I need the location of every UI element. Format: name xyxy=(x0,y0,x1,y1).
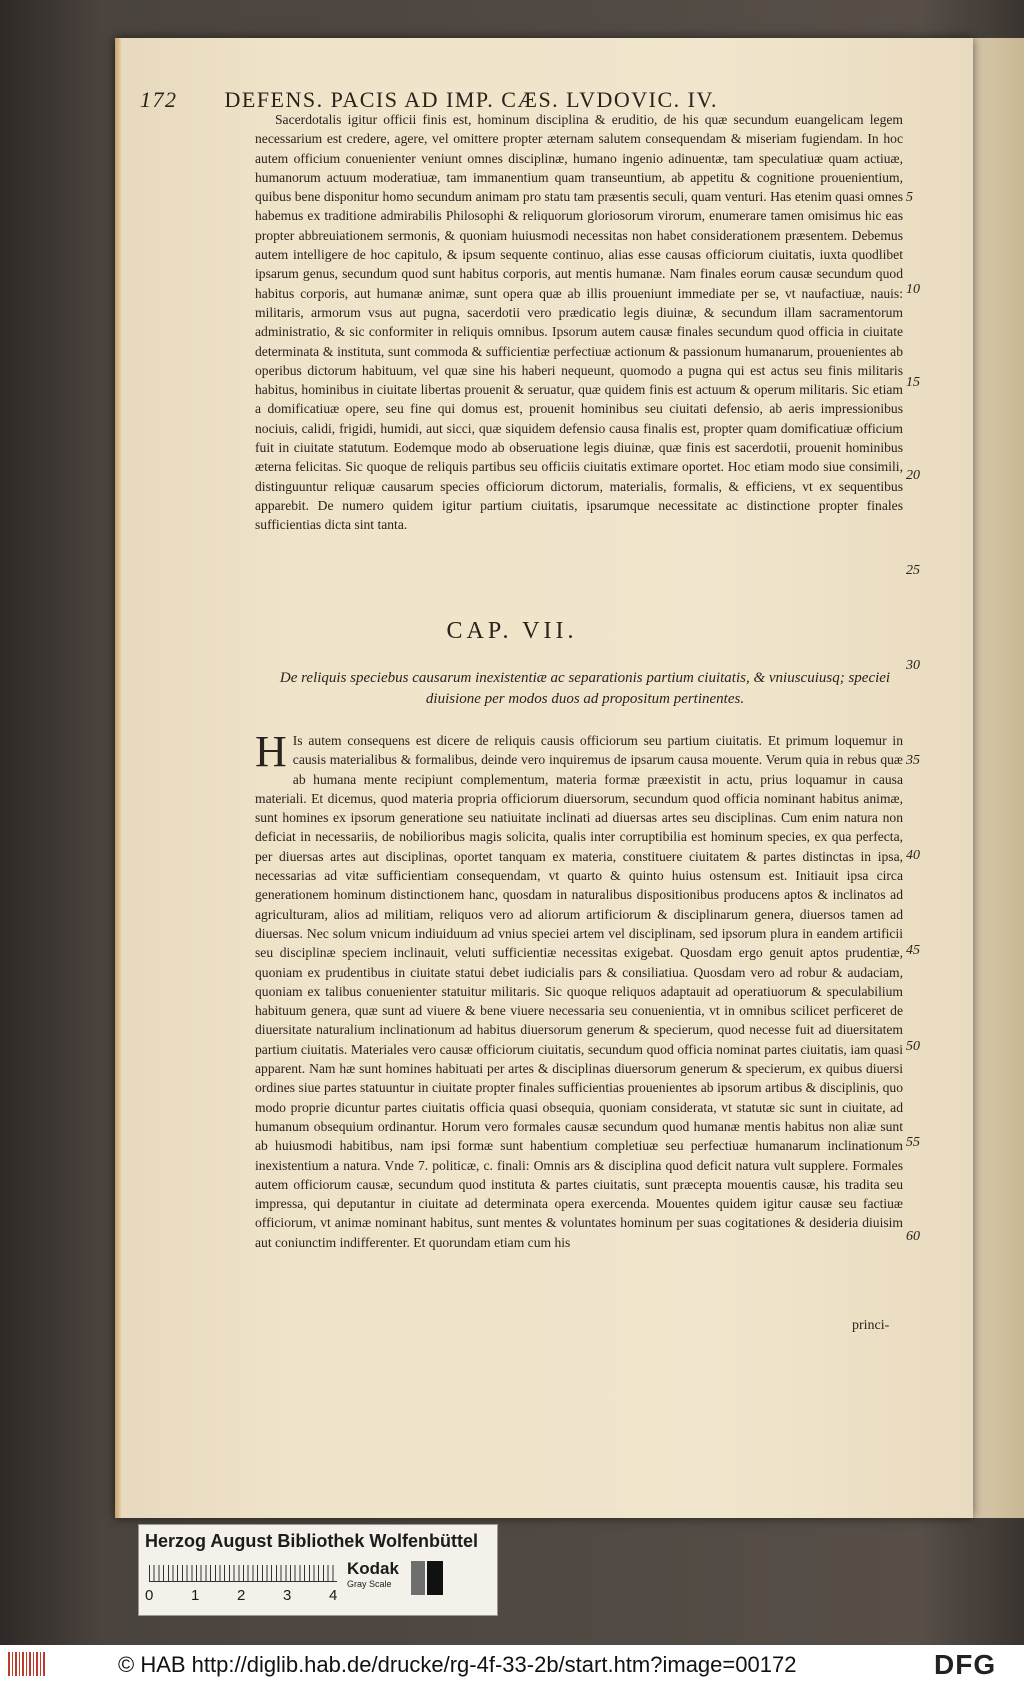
line-number: 30 xyxy=(906,658,920,673)
color-target xyxy=(138,1524,498,1616)
paragraph-1-text: Sacerdotalis igitur officii finis est, hominum disciplina & eruditio, de his quæ secundum euangelicam legem necessarium est credere, agere, vel omittere propter æternam salutem consequendam & miseriam fugiendam. In hoc autem officium conuenienter veniunt omnes disciplinæ, humano ingenio adinuentæ, tam speculatiuæ quam actiuæ, humanorum actuum moderatiuæ, tam immanentium quam transeuntium, ab appetitu & cognitione prouenientium, quibus bene disponitur homo secundum animam pro statu tam præsentis seculi, quam venturi. Has etenim quasi omnes habemus ex traditione admirabilis Philosophi & reliquorum gloriosorum virorum, enumerare tamen omisimus hic eas propter abbreuiationem sermonis, & quoniam huiusmodi necessitas non habet considerationem præsentem. Debemus autem intelligere de hoc capitulo, & ipsum sequente continuo, alias esse causas officiorum ciuitatis, iuxta quodlibet ipsarum genus, secundum quod sunt habitus corporis, aut mentis humanæ. Nam finales eorum causæ secundum quod habitus corporis, aut humanæ animæ, sunt opera quæ ab illis proueniunt immediate per se, vt naufactiuæ, nauis: militaris, armorum vsus aut pugna, sacerdotii vero prædicatio legis diuinæ, & secundum illam sacramentorum administratio, & sic conformiter in reliquis omnibus. Ipsorum autem causæ finales secundum quod officia in ciuitate determinata & instituta, sunt commoda & sufficientiæ perfectiuæ actionum & passionum humanarum, prouenientes ab operibus dictorum habituum, vel quæ sine his haberi nequeunt, quomodo a pugna qui est actus seu finis militaris habitus, hominibus in ciuitate libertas prouenit & seruatur, quæ quidem finis est actuum & operum militaris. Sic etiam a domificatiuæ opere, seu fine qui domus est, prouenit hominibus seu ciuitati defensio, ab aeris impressionibus nociuis, calidi, frigidi, humidi, aut sicci, quæ siquidem defensio causa finalis est, propter quam domificatiuæ officium fuit in ciuitate statutum. Eodemque modo ab obseruatione legis diuinæ, quæ finis est sacerdotii, prouenit hominibus æterna felicitas. Sic quoque de reliquis partibus seu officiis ciuitatis extimare oportet. Hoc etiam modo siue consimili, distinguuntur reliquæ causarum species officiorum dictorum, materialis, formalis, & efficiens, vt ex sequentibus apparebit. De numero quidem igitur partium ciuitatis, ipsarumque necessitate ac distinctione propter finales sufficientias dicta sint tanta. xyxy=(255,112,903,533)
paragraph-2-text: Is autem consequens est dicere de reliquis causis officiorum seu partium ciuitatis. Et primum loquemur in causis materialibus & formalibus, deinde vero inquiremus de ipsarum causa mouente. Verum quia in rebus quæ ab humana mente recipiunt complementum, materia formæ præexistit in actu, prius loquamur in causa materiali. Et dicemus, quod materia propria officiorum diuersorum, secundum quod officia nominant habitus animæ, sunt homines ex ipsorum generatione seu natiuitate inclinati ad diuersas artes seu disciplinas. Cum enim natura non deficiat in necessariis, de nobilioribus magis solicita, qualis inter corruptibilia est hominum species, ex qua perfecta, per diuersas artes aut disciplinas, oportet tanquam ex materia, constituere ciuitatem & partes distinctas in ipsa, necessarias ad vitæ sufficientiam consequendam, vt quarto & quinto huius ostensum est. Initiauit ipsa circa generationem hominum distinctionem hanc, quosdam in naturalibus dispositionibus producens aptos & inclinatos ad agriculturam, alios ad militiam, reliquos vero ad aliorum artificiorum & disciplinarum genera, diuersos tamen ad diuersas. Nec solum vnicum indiuiduum ad vnius speciei artem vel disciplinam, sed ipsorum plura in eandem artificii seu disciplinæ speciem inclinauit, veluti sufficientiæ necessitas exigebat. Quosdam ergo genuit aptos prudentiæ, quoniam ex prudentibus in ciuitate statui debet iudicialis pars & consiliatiua. Quosdam vero ad robur & audaciam, quoniam ex talibus conuenienter statuitur militaris. Sic quoque reliquos adaptauit ad operatiuorum & speculabilium habituum genera, quæ sunt ad viuere & bene viuere necessaria seu conuenientia, vt in omnibus scilicet perficeret de diuersitate naturalium inclinationum ad habitus diuersorum generum & specierum, quod necesse fuit ad diuersitatem partium ciuitatis. Materiales vero causæ officiorum ciuitatis, secundum quod officia nominat partes ciuitatis, iam quasi apparent. Nam hæ sunt homines habituati per artes & disciplinas diuersorum generum & specierum, ex quibus diuersi ordines siue partes statuuntur in ciuitate propter finales sufficientias prouenientes ab ipsorum artibus & disciplinis, quo modo proprie dicuntur partes ciuitatis officia quasi obsequia, quoniam considerata, vt statutæ sic sunt in ciuitate, ad humanum obsequium ordinantur. Horum vero formales causæ secundum quod humanæ mentis habitus non aliæ sunt ab huiusmodi habitibus, nam ipsi formæ sunt habentium completiuæ seu perfectiuæ humanarum inclinationum inexistentium a natura. Vnde 7. politicæ, c. finali: Omnis ars & disciplina quod deficit natura vult supplere. Formales autem officiorum causæ, secundum quod instituta & partes ciuitatis, sunt præcepta mouentis causæ, his tradita seu impressa, qui deputantur in ciuitate ad determinata opera exercenda. Mouentes quidem igitur causæ seu factiuæ officiorum, vt animæ nominant habitus, sunt mentes & voluntates hominum per suas cogitationes & desideria diuisim aut coniunctim indifferenter. Et quorundam etiam cum his xyxy=(255,733,903,1250)
chapter-subtitle: De reliquis speciebus causarum inexistentiæ ac separationis partium ciuitatis, & vniuscuiusq; speciei diuisione per modos duos ad propositum pertinentes. xyxy=(279,670,891,707)
paragraph-2 xyxy=(255,727,903,1252)
running-title: DEFENS. PACIS AD IMP. CÆS. LVDOVIC. IV. xyxy=(224,87,719,112)
ruler xyxy=(149,1565,337,1582)
ruler-number: 0 xyxy=(145,1587,154,1604)
line-number: 45 xyxy=(906,943,920,958)
ruler-number: 4 xyxy=(329,1587,338,1604)
ruler-number: 3 xyxy=(283,1587,292,1604)
paragraph-1 xyxy=(255,110,903,535)
line-number: 15 xyxy=(906,375,920,390)
kodak-logo: Kodak xyxy=(347,1559,399,1578)
line-number: 5 xyxy=(906,190,913,205)
line-number: 60 xyxy=(906,1229,920,1244)
line-number: 20 xyxy=(906,468,920,483)
gray-swatch xyxy=(411,1561,425,1595)
line-number: 25 xyxy=(906,563,920,578)
chapter-heading: CAP. VII. xyxy=(446,618,578,644)
dfg-logo: DFG xyxy=(934,1649,997,1680)
line-number: 50 xyxy=(906,1039,920,1054)
institution-name: Herzog August Bibliothek Wolfenbüttel xyxy=(145,1531,478,1551)
line-number: 55 xyxy=(906,1135,920,1150)
line-number: 10 xyxy=(906,282,920,297)
page-number: 172 xyxy=(140,87,178,112)
line-number: 40 xyxy=(906,848,920,863)
footer-credit[interactable]: © HAB http://diglib.hab.de/drucke/rg-4f-33-2b/start.htm?image=00172 xyxy=(118,1652,797,1677)
paragraph-2-body xyxy=(255,727,903,1252)
dropcap: H xyxy=(255,727,287,776)
ruler-number: 2 xyxy=(237,1587,246,1604)
ruler-number: 1 xyxy=(191,1587,200,1604)
black-swatch xyxy=(427,1561,443,1595)
gray-scale-label: Gray Scale xyxy=(347,1579,392,1589)
barcode-icon xyxy=(8,1652,46,1676)
catchword: princi- xyxy=(852,1318,890,1333)
next-page-edge xyxy=(973,38,1024,1518)
footer-bar xyxy=(0,1645,1024,1683)
line-number: 35 xyxy=(906,753,920,768)
